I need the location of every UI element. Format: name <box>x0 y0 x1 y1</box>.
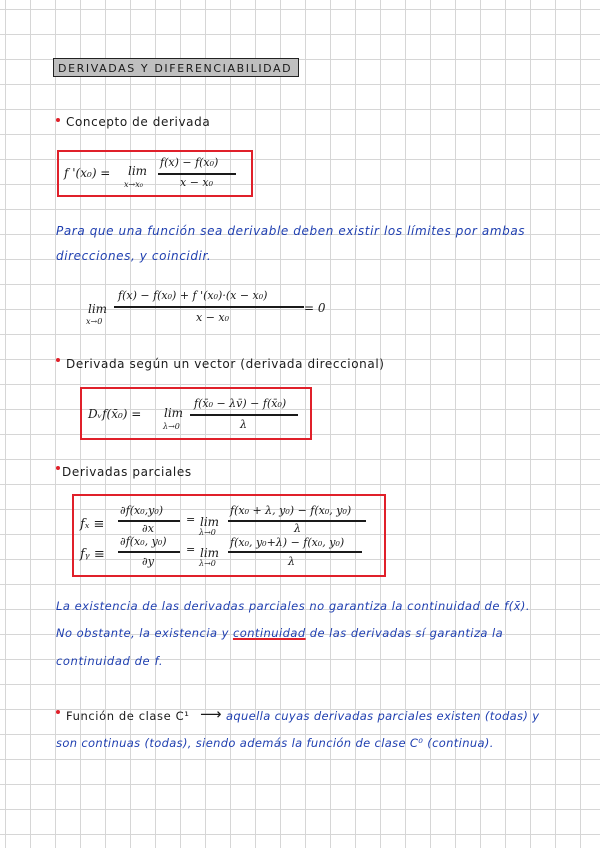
text-para-que-line2: direcciones, y coincidir. <box>56 249 212 263</box>
text-existencia-line2c: de las derivadas sí garantiza la <box>305 626 504 640</box>
limite-lim: lim <box>88 302 108 316</box>
parciales-fx-lim-sub: λ→0 <box>199 528 216 537</box>
text-existencia-line2a: No obstante, la existencia y <box>56 626 233 640</box>
direccional-lhs: Dᵥf(x̄₀) = <box>88 407 142 421</box>
parciales-fy-numerator: f(x₀, y₀+λ) − f(x₀, y₀) <box>230 536 345 549</box>
page-title: DERIVADAS Y DIFERENCIABILIDAD <box>53 58 299 77</box>
parciales-fx-dnum: ∂f(x₀,y₀) <box>120 504 164 517</box>
text-existencia-line3: continuidad de f. <box>56 654 164 668</box>
limite-lim-sub: x→0 <box>86 317 103 326</box>
parciales-fx-lhs: fₓ ≡ <box>80 517 105 532</box>
text-existencia-line1: La existencia de las derivadas parciales no garantiza la continuidad de f(x̄). <box>56 599 531 613</box>
parciales-fy-dnum: ∂f(x₀, y₀) <box>120 535 167 548</box>
concepto-denominator: x − x₀ <box>180 176 214 189</box>
parciales-fy-eq: = <box>186 543 196 556</box>
text-clase-line2: son continuas (todas), siendo además la función de clase C⁰ (continua). <box>56 736 494 750</box>
parciales-fy-denominator: λ <box>288 555 295 568</box>
direccional-fraction-bar <box>190 414 298 416</box>
bullet-parciales <box>56 466 60 470</box>
concepto-lhs: f '(x₀) = <box>64 166 111 180</box>
concepto-lim: lim <box>128 164 148 178</box>
parciales-fy-lim-sub: λ→0 <box>199 559 216 568</box>
bullet-direccional <box>56 358 60 362</box>
concepto-numerator: f(x) − f(x₀) <box>160 156 219 169</box>
parciales-fy-dden: ∂y <box>142 555 154 568</box>
direccional-lim: lim <box>164 406 184 420</box>
parciales-fy-lhs: fᵧ ≡ <box>80 547 105 562</box>
parciales-fx-denominator: λ <box>294 522 301 535</box>
concepto-lim-sub: x→x₀ <box>124 180 143 189</box>
text-existencia-line2 <box>56 626 503 640</box>
bullet-concepto <box>56 118 60 122</box>
parciales-fy-lim: lim <box>200 546 220 560</box>
limite-fraction-bar <box>114 306 304 308</box>
limite-rhs: = 0 <box>304 301 326 315</box>
direccional-numerator: f(x̄₀ − λv̄) − f(x̄₀) <box>194 397 287 410</box>
limite-denominator: x − x₀ <box>196 311 230 324</box>
direccional-denominator: λ <box>240 418 247 431</box>
limite-numerator: f(x) − f(x₀) + f '(x₀)·(x − x₀) <box>118 289 268 302</box>
direccional-lim-sub: λ→0 <box>163 422 180 431</box>
parciales-fx-eq: = <box>186 513 196 526</box>
heading-concepto: Concepto de derivada <box>66 115 211 129</box>
heading-direccional: Derivada según un vector (derivada direccional) <box>66 357 385 371</box>
parciales-fy-dbar <box>118 551 180 553</box>
parciales-fx-numerator: f(x₀ + λ, y₀) − f(x₀, y₀) <box>230 504 352 517</box>
parciales-fx-dden: ∂x <box>142 522 154 535</box>
bullet-clase <box>56 710 60 714</box>
parciales-fx-lim: lim <box>200 515 220 529</box>
concepto-fraction-bar <box>158 173 236 175</box>
heading-clase: Función de clase C¹ <box>66 709 190 723</box>
text-para-que-line1: Para que una función sea derivable deben existir los límites por ambas <box>56 224 526 238</box>
arrow-icon: ⟶ <box>200 705 222 723</box>
parciales-fy-bar <box>228 551 362 553</box>
heading-parciales: Derivadas parciales <box>62 465 192 479</box>
text-clase-line1: aquella cuyas derivadas parciales existen (todas) y <box>226 709 540 723</box>
text-existencia-continuidad: continuidad <box>232 626 306 640</box>
